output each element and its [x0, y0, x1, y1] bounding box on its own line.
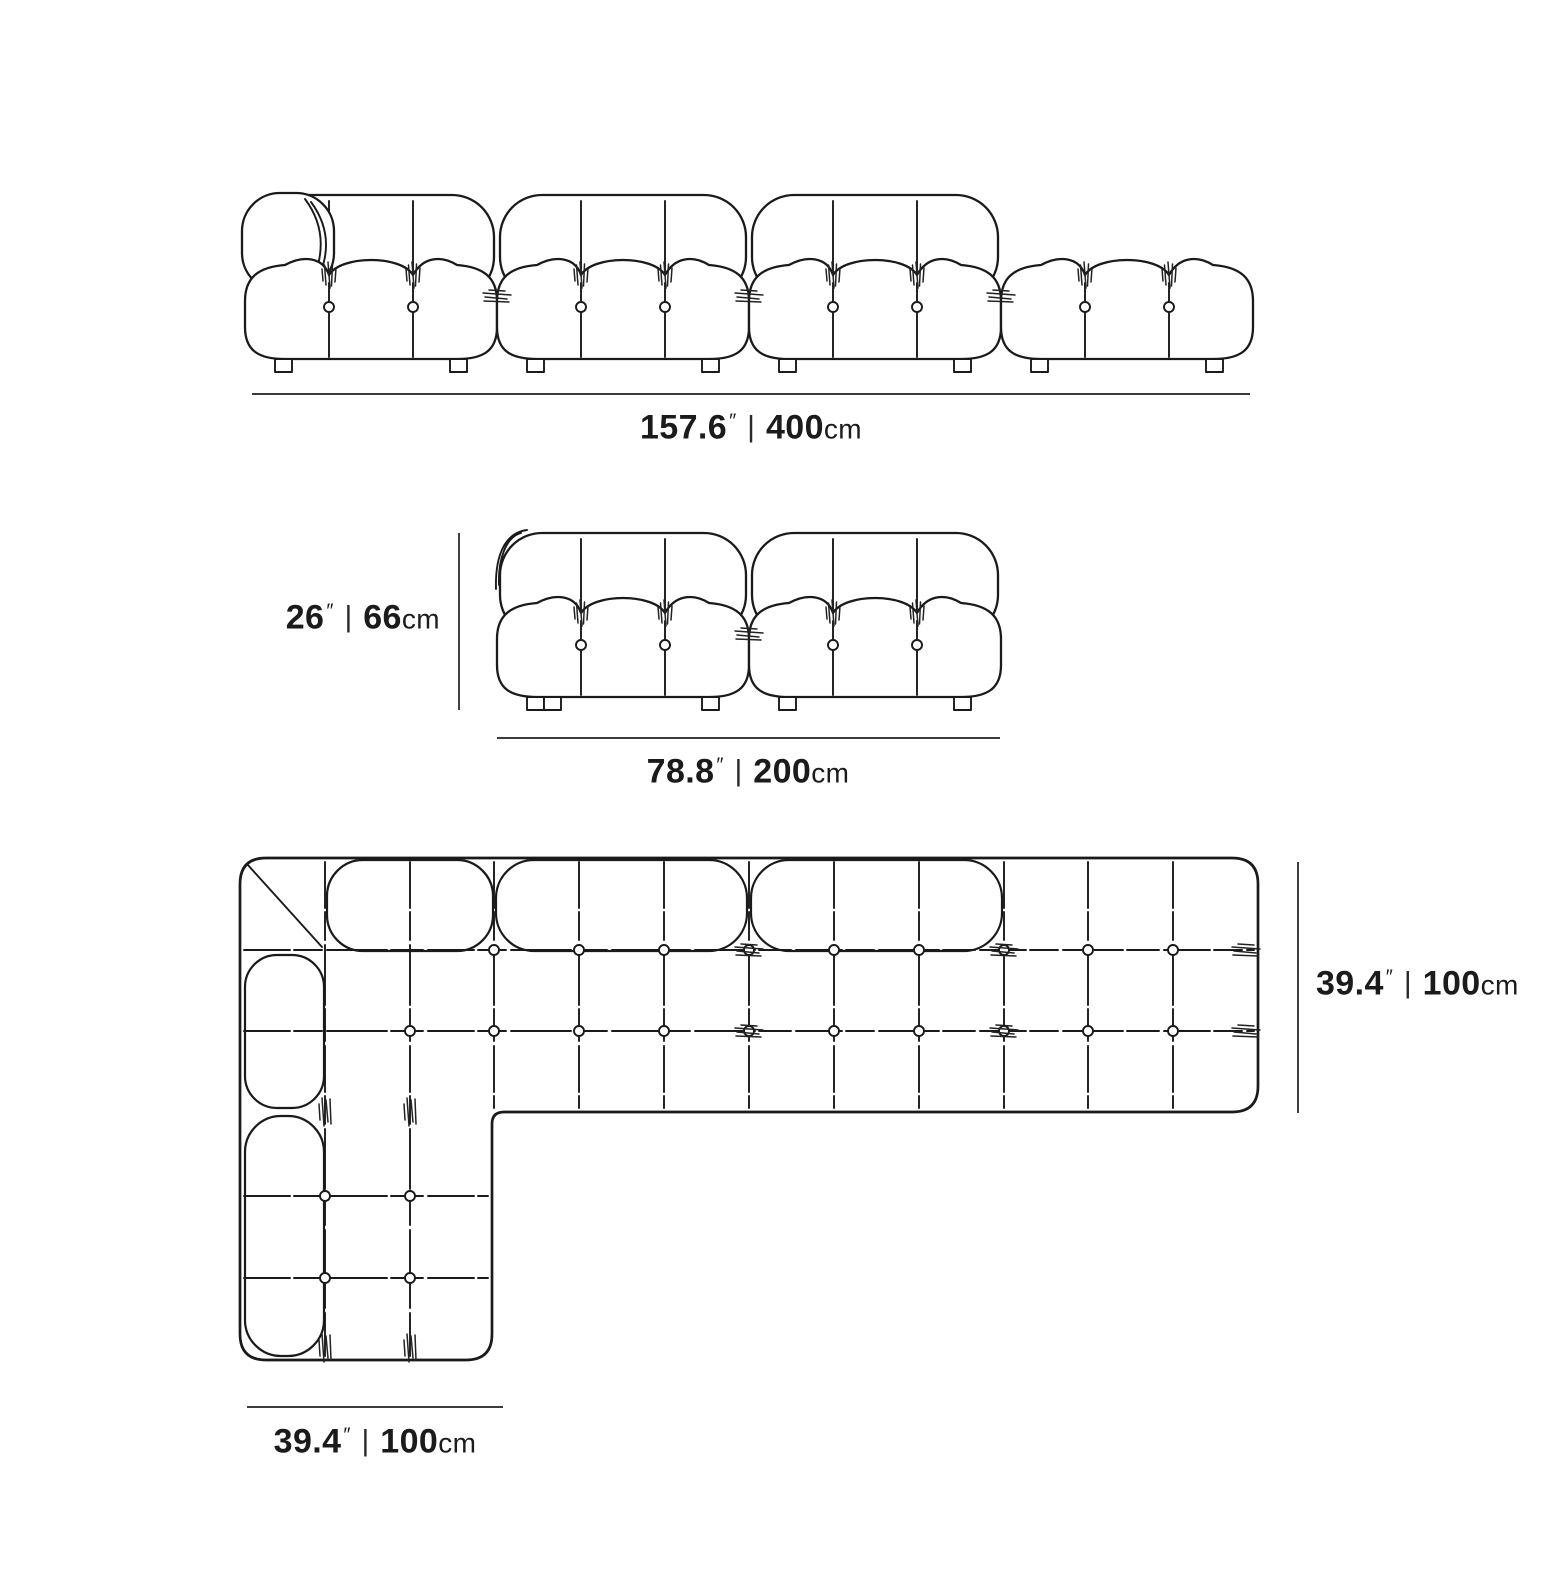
- overall-width-dimension-label: [640, 409, 862, 448]
- cm-unit: cm: [438, 1427, 477, 1459]
- cm-unit: cm: [823, 413, 863, 445]
- height-dimension-label: [286, 599, 440, 638]
- separator: |: [344, 600, 353, 634]
- chaise-width-dimension-label: [274, 1423, 477, 1462]
- inches-value: 39.4: [273, 1422, 342, 1461]
- front-view-sofa-400cm: [242, 193, 1253, 372]
- cm-value: 400: [765, 408, 824, 447]
- backless-module: [1001, 259, 1253, 372]
- cm-value: 100: [1422, 964, 1481, 1003]
- cm-unit: cm: [401, 603, 440, 635]
- separator: |: [361, 1424, 370, 1458]
- inch-mark: ″: [1385, 966, 1393, 989]
- inches-value: 39.4: [1316, 964, 1384, 1003]
- cm-value: 66: [363, 598, 402, 637]
- cm-unit: cm: [1480, 969, 1519, 1001]
- sofa-foot: [544, 697, 561, 710]
- front-view-sofa-200cm: [496, 530, 1001, 710]
- cm-unit: cm: [811, 757, 850, 789]
- cm-value: 200: [753, 752, 812, 791]
- inches-value: 157.6: [639, 408, 728, 447]
- inch-mark: ″: [326, 600, 334, 623]
- separator: |: [1403, 966, 1412, 1000]
- inches-value: 26: [285, 598, 325, 637]
- cm-value: 100: [380, 1422, 439, 1461]
- inch-mark: ″: [343, 1424, 351, 1447]
- top-view-sectional: [240, 858, 1260, 1362]
- module-with-armrest: [242, 193, 497, 372]
- inch-mark: ″: [729, 410, 737, 433]
- separator: |: [734, 754, 743, 788]
- loveseat-width-dimension-label: [647, 753, 850, 792]
- separator: |: [747, 410, 755, 444]
- inches-value: 78.8: [646, 752, 715, 791]
- depth-dimension-label: [1316, 965, 1519, 1004]
- inch-mark: ″: [716, 754, 724, 777]
